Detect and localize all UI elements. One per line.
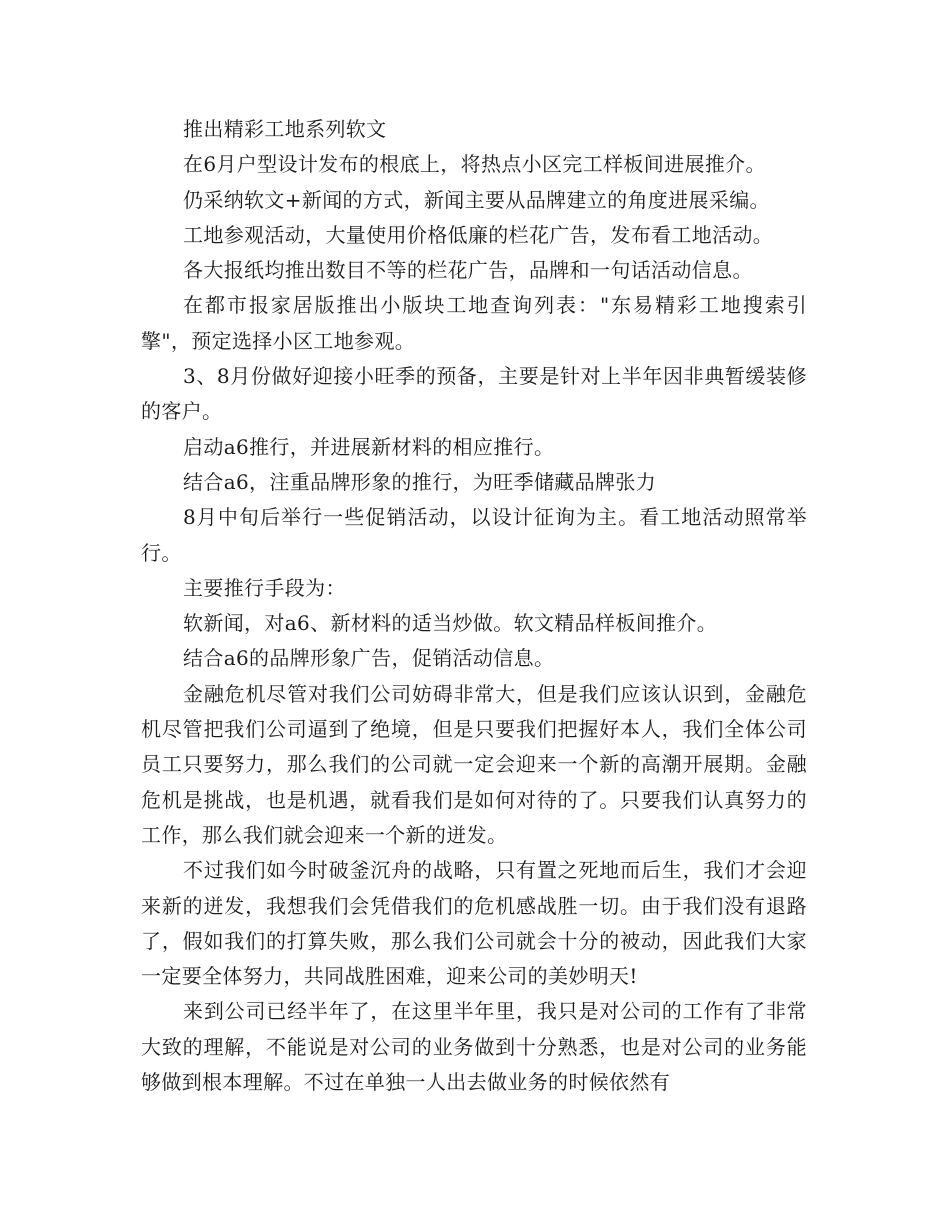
paragraph: 工地参观活动，大量使用价格低廉的栏花广告，发布看工地活动。 [183, 222, 774, 247]
paragraph: 不过我们如今时破釜沉舟的战略，只有置之死地而后生，我们才会迎来新的迸发，我想我们会凭借我们的危机感战胜一切。由于我们没有退路了，假如我们的打算失败，那么我们公司就会十分的被动，因此我们大家一定要全体努力，共同战胜困难，迎来公司的美妙明天! [141, 858, 807, 989]
document-body [141, 112, 807, 1100]
paragraph-means-heading: 主要推行手段为： [183, 575, 346, 600]
paragraph: 3、8月份做好迎接小旺季的预备，主要是针对上半年因非典暂缓装修的客户。 [141, 364, 807, 424]
paragraph: 启动a6推行，并进展新材料的相应推行。 [183, 434, 555, 459]
paragraph: 金融危机尽管对我们公司妨碍非常大，但是我们应该认识到，金融危机尽管把我们公司逼到了绝境，但是只要我们把握好本人，我们全体公司员工只要努力，那么我们的公司就一定会迎来一个新的高潮开展期。金融危机是挑战，也是机遇，就看我们是如何对待的了。只要我们认真努力的工作，那么我们就会迎来一个新的迸发。 [141, 681, 807, 847]
paragraph: 仍采纳软文+新闻的方式，新闻主要从品牌建立的角度进展采编。 [183, 187, 770, 212]
paragraph: 各大报纸均推出数目不等的栏花广告，品牌和一句话活动信息。 [183, 258, 753, 283]
paragraph: 结合a6的品牌形象广告，促销活动信息。 [183, 646, 555, 671]
paragraph: 在6月户型设计发布的根底上，将热点小区完工样板间进展推介。 [183, 152, 766, 177]
paragraph: 软新闻，对a6、新材料的适当炒做。软文精品样板间推介。 [183, 611, 718, 636]
paragraph: 来到公司已经半年了，在这里半年里，我只是对公司的工作有了非常大致的理解，不能说是对公司的业务做到十分熟悉，也是对公司的业务能够做到根本理解。不过在单独一人出去做业务的时候依然有 [141, 999, 807, 1095]
paragraph: 结合a6，注重品牌形象的推行，为旺季储藏品牌张力 [183, 469, 657, 494]
paragraph: 8月中旬后举行一些促销活动，以设计征询为主。看工地活动照常举行。 [141, 505, 807, 565]
paragraph: 在都市报家居版推出小版块工地查询列表："东易精彩工地搜索引擎"，预定选择小区工地参观。 [141, 293, 807, 353]
paragraph-series-heading: 推出精彩工地系列软文 [183, 117, 387, 141]
